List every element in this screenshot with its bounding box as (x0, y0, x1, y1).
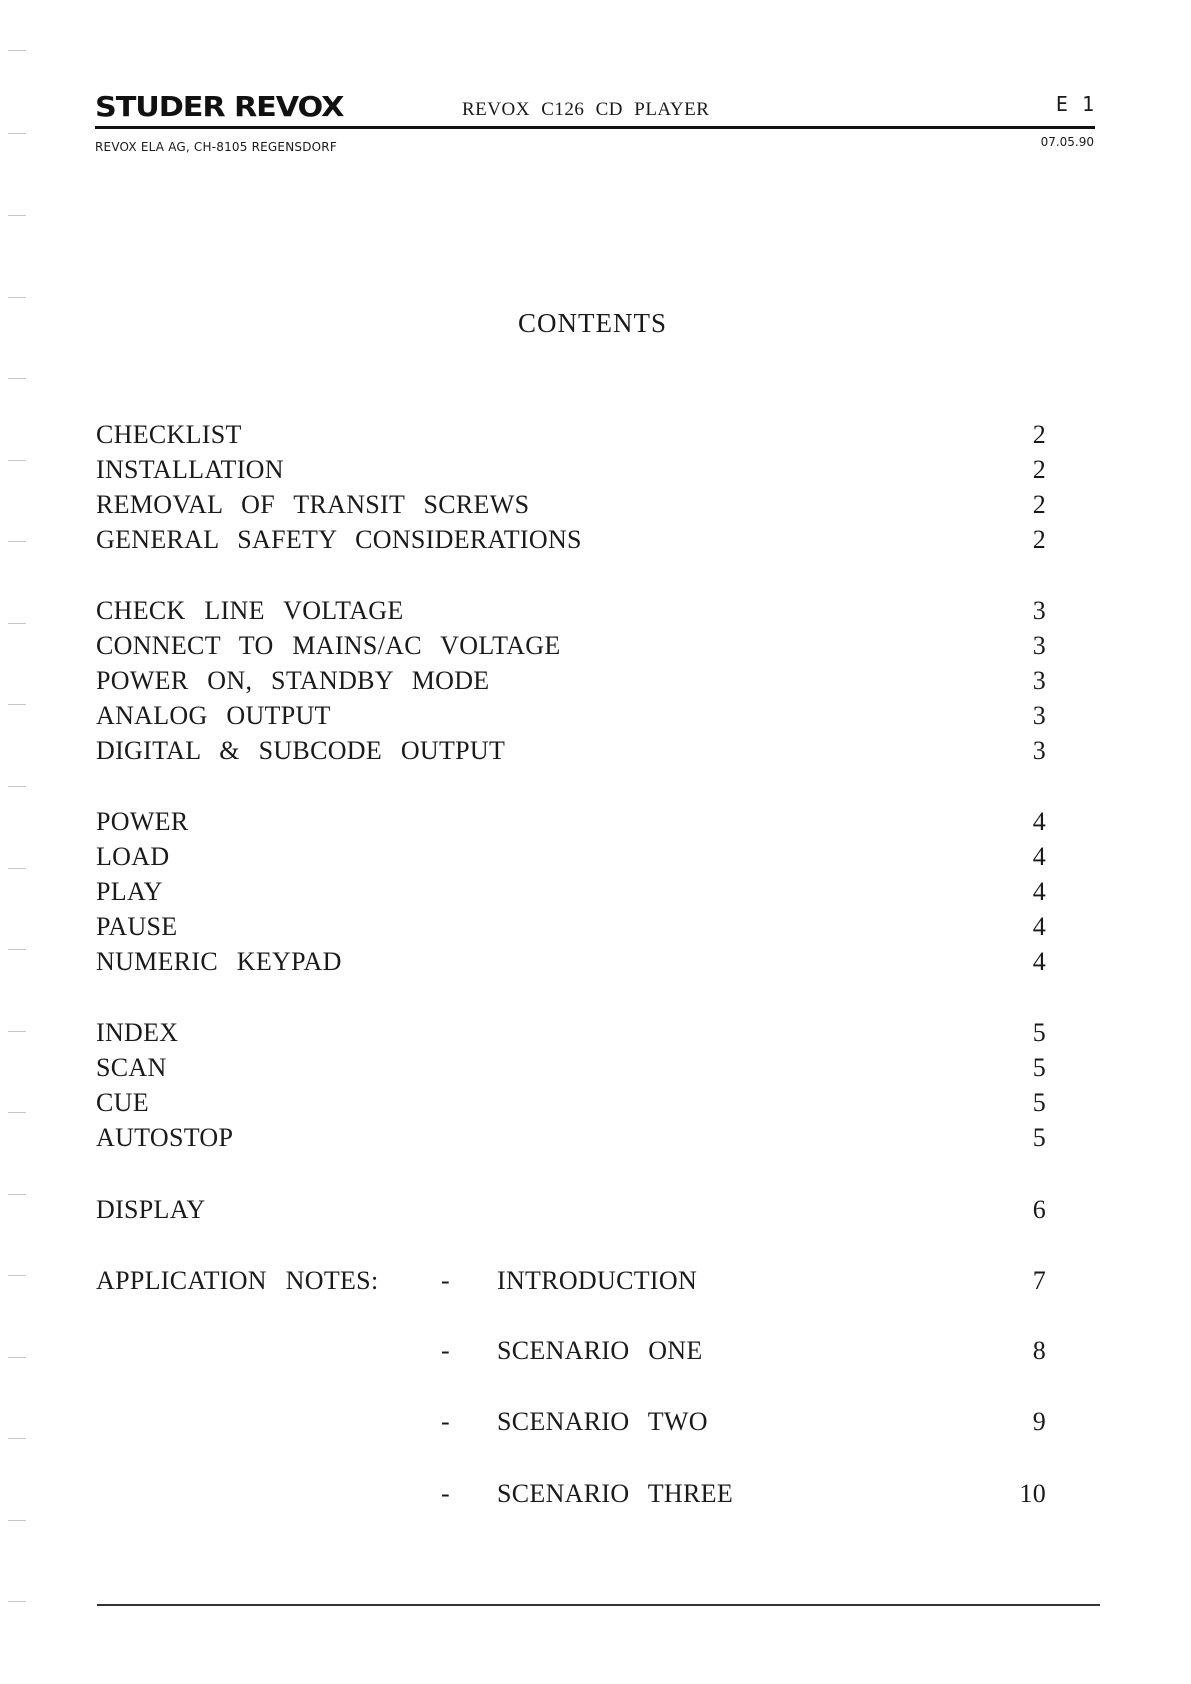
toc-entry (96, 1018, 1046, 1050)
margin-mark (8, 460, 26, 461)
toc-entry (96, 736, 1046, 768)
toc-subentry-label: SCENARIO TWO (497, 1407, 708, 1436)
margin-mark (8, 786, 26, 787)
list-dash: - (441, 1407, 450, 1436)
toc-subentry-label: INTRODUCTION (497, 1266, 698, 1295)
toc-entry-label: NUMERIC KEYPAD (96, 947, 342, 976)
application-notes-label: APPLICATION NOTES: (96, 1266, 379, 1295)
toc-entry (96, 420, 1046, 452)
toc-entry-label: LOAD (96, 842, 170, 871)
toc-entry-page: 3 (1032, 666, 1046, 695)
toc-entry-label: PAUSE (96, 912, 178, 941)
margin-mark (8, 50, 26, 51)
brand-logo: STUDER REVOX (95, 90, 344, 123)
contents-title: CONTENTS (518, 308, 667, 338)
toc-entry-page: 5 (1032, 1018, 1046, 1047)
company-address: REVOX ELA AG, CH-8105 REGENSDORF (95, 140, 337, 154)
margin-mark (8, 1520, 26, 1521)
toc-entry-label: ANALOG OUTPUT (96, 701, 331, 730)
toc-entry (96, 1195, 1046, 1227)
toc-subentry-label: SCENARIO ONE (497, 1336, 703, 1365)
application-notes-entry (96, 1407, 1046, 1439)
margin-mark (8, 133, 26, 134)
toc-entry (96, 455, 1046, 487)
toc-entry (96, 877, 1046, 909)
toc-entry-label: GENERAL SAFETY CONSIDERATIONS (96, 525, 582, 554)
toc-entry-page: 2 (1032, 420, 1046, 449)
toc-entry-page: 4 (1032, 877, 1046, 906)
toc-entry-page: 2 (1032, 525, 1046, 554)
footer-rule (97, 1604, 1100, 1606)
application-notes-entry (96, 1266, 1046, 1298)
margin-mark (8, 1194, 26, 1195)
toc-entry-page: 2 (1032, 455, 1046, 484)
toc-entry-label: CONNECT TO MAINS/AC VOLTAGE (96, 631, 561, 660)
toc-entry-page: 4 (1032, 947, 1046, 976)
toc-entry (96, 842, 1046, 874)
toc-entry-label: PLAY (96, 877, 163, 906)
toc-entry-label: CHECKLIST (96, 420, 242, 449)
document-date: 07.05.90 (1040, 135, 1094, 149)
toc-entry (96, 807, 1046, 839)
margin-mark (8, 1438, 26, 1439)
margin-mark (8, 868, 26, 869)
toc-entry-page: 9 (1032, 1407, 1046, 1436)
toc-entry-page: 2 (1032, 490, 1046, 519)
header-rule (95, 126, 1095, 129)
application-notes-entry (96, 1336, 1046, 1368)
margin-mark (8, 623, 26, 624)
toc-entry (96, 912, 1046, 944)
list-dash: - (441, 1266, 450, 1295)
margin-mark (8, 1031, 26, 1032)
toc-entry (96, 525, 1046, 557)
toc-entry (96, 631, 1046, 663)
toc-entry-label: AUTOSTOP (96, 1123, 234, 1152)
toc-entry (96, 1053, 1046, 1085)
toc-entry (96, 1088, 1046, 1120)
toc-entry-label: CHECK LINE VOLTAGE (96, 596, 404, 625)
toc-entry-page: 8 (1032, 1336, 1046, 1365)
toc-entry-page: 5 (1032, 1053, 1046, 1082)
toc-entry-page: 4 (1032, 807, 1046, 836)
toc-entry (96, 596, 1046, 628)
toc-entry-label: INSTALLATION (96, 455, 284, 484)
toc-entry-page: 3 (1032, 701, 1046, 730)
margin-mark (8, 704, 26, 705)
margin-mark (8, 1357, 26, 1358)
toc-entry-label: SCAN (96, 1053, 167, 1082)
toc-entry-label: CUE (96, 1088, 149, 1117)
page-code: E 1 (1055, 92, 1094, 116)
margin-mark (8, 1112, 26, 1113)
toc-subentry-label: SCENARIO THREE (497, 1479, 734, 1508)
toc-entry-page: 6 (1032, 1195, 1046, 1224)
list-dash: - (441, 1336, 450, 1365)
toc-entry-label: INDEX (96, 1018, 179, 1047)
margin-mark (8, 297, 26, 298)
application-notes-entry (96, 1479, 1046, 1511)
toc-entry (96, 947, 1046, 979)
toc-entry-label: POWER (96, 807, 189, 836)
toc-entry-label: POWER ON, STANDBY MODE (96, 666, 490, 695)
toc-entry-page: 5 (1032, 1088, 1046, 1117)
margin-mark (8, 378, 26, 379)
toc-entry-page: 3 (1032, 736, 1046, 765)
toc-entry (96, 666, 1046, 698)
toc-entry-page: 3 (1032, 631, 1046, 660)
toc-entry-label: REMOVAL OF TRANSIT SCREWS (96, 490, 530, 519)
toc-entry-page: 10 (1019, 1479, 1046, 1508)
margin-mark (8, 1601, 26, 1602)
toc-entry-label: DISPLAY (96, 1195, 206, 1224)
list-dash: - (441, 1479, 450, 1508)
toc-entry (96, 701, 1046, 733)
margin-mark (8, 541, 26, 542)
toc-entry-page: 3 (1032, 596, 1046, 625)
toc-entry-page: 7 (1032, 1266, 1046, 1295)
margin-mark (8, 1275, 26, 1276)
margin-mark (8, 215, 26, 216)
toc-entry (96, 490, 1046, 522)
toc-entry-page: 5 (1032, 1123, 1046, 1152)
toc-entry-page: 4 (1032, 842, 1046, 871)
toc-entry (96, 1123, 1046, 1155)
document-title: REVOX C126 CD PLAYER (462, 99, 710, 120)
margin-mark (8, 949, 26, 950)
toc-entry-page: 4 (1032, 912, 1046, 941)
toc-entry-label: DIGITAL & SUBCODE OUTPUT (96, 736, 506, 765)
